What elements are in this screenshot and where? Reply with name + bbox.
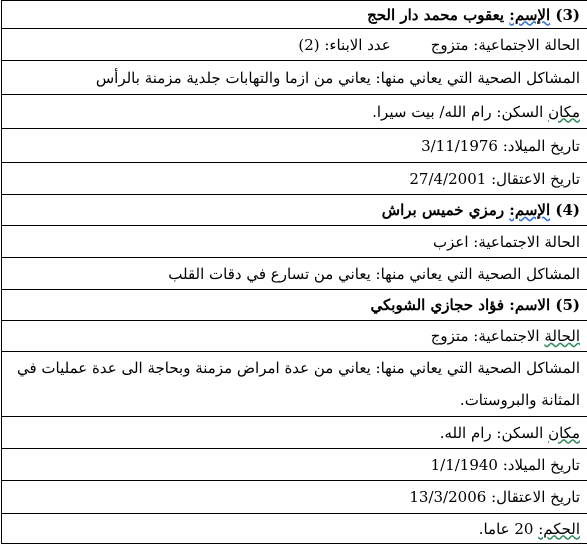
birth-date-row — [2, 448, 587, 480]
health-problems-row — [2, 60, 587, 94]
sentence-text: 20 عاما. — [478, 519, 534, 538]
prisoner-number: (4) — [555, 201, 580, 219]
residence-label: مكان — [548, 423, 580, 442]
health-problems-line-2: المثانة والبروستات. — [459, 391, 580, 409]
children-count-text: عدد الابناء: (2) — [298, 35, 391, 54]
prisoner-name: فؤاد حجازي الشوبكي — [370, 296, 505, 314]
birth-date-row — [2, 128, 587, 162]
health-problems-text: المشاكل الصحية التي يعاني منها: يعاني من ازما والتهابات جلدية مزمنة بالرأس — [95, 68, 580, 87]
name-label: الاسم: — [509, 296, 551, 314]
marital-status-text: الحالة الاجتماعية: متزوج — [430, 35, 580, 54]
arrest-date-row — [2, 480, 587, 513]
birth-date-text: تاريخ الميلاد: 3/11/1976 — [421, 136, 580, 155]
marital-status-row — [2, 28, 587, 60]
marital-status-text: الاجتماعية: متزوج — [430, 327, 540, 345]
birth-date-text: تاريخ الميلاد: 1/1/1940 — [430, 455, 580, 474]
marital-status-text: الحالة الاجتماعية: اعزب — [433, 232, 580, 251]
marital-status-label: الحالة — [544, 327, 580, 345]
marital-status-row — [2, 225, 587, 257]
residence-row — [2, 94, 587, 128]
name-label: الإسم: — [509, 5, 551, 24]
prisoner-4-name-row — [2, 194, 587, 225]
document-table — [1, 0, 587, 544]
prisoner-5-name-row — [2, 289, 587, 320]
health-problems-line-1: المشاكل الصحية التي يعاني منها: يعاني من عدة امراض مزمنة وبحاجة الى عدة عمليات في — [16, 359, 580, 377]
residence-text: السكن: رام الله/ بيت سيرا. — [372, 102, 544, 121]
prisoner-name: رمزي خميس براش — [381, 201, 505, 219]
residence-text: السكن: رام الله. — [439, 423, 544, 442]
prisoner-name: يعقوب محمد دار الحج — [367, 5, 505, 24]
sentence-row — [2, 513, 587, 544]
sentence-label: الحكم: — [538, 519, 580, 538]
health-problems-row — [2, 351, 587, 416]
arrest-date-row — [2, 162, 587, 194]
prisoner-number: (3) — [555, 5, 580, 24]
prisoner-3-name-row — [2, 0, 587, 28]
name-label: الإسم: — [509, 201, 551, 219]
residence-row — [2, 416, 587, 448]
prisoner-number: (5) — [555, 296, 580, 314]
arrest-date-text: تاريخ الاعتقال: 27/4/2001 — [409, 169, 580, 188]
marital-status-row — [2, 320, 587, 351]
health-problems-text: المشاكل الصحية التي يعاني منها: يعاني من تسارع في دقات القلب — [168, 264, 580, 283]
residence-label: مكان — [548, 102, 580, 121]
arrest-date-text: تاريخ الاعتقال: 13/3/2006 — [409, 488, 580, 506]
health-problems-row — [2, 257, 587, 289]
